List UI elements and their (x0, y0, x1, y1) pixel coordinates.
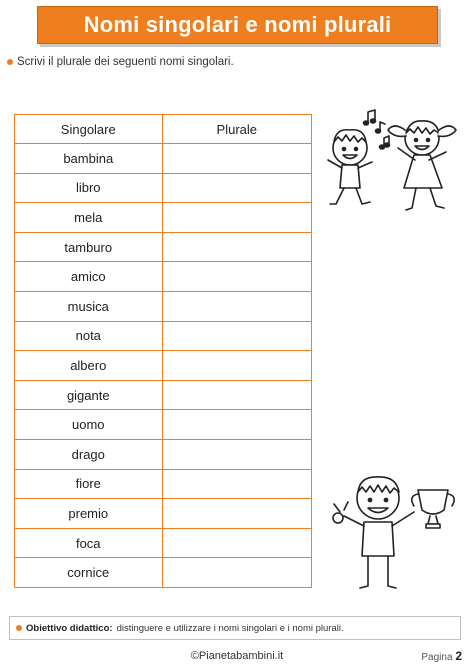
plural-answer-cell[interactable] (162, 203, 311, 233)
table-row (15, 144, 312, 174)
table-row (15, 558, 312, 588)
table-row (15, 469, 312, 499)
child-trophy-illustration (322, 468, 462, 598)
table-row (15, 262, 312, 292)
plural-answer-cell[interactable] (162, 144, 311, 174)
singular-word-cell: drago (15, 439, 163, 469)
singular-word-cell: amico (15, 262, 163, 292)
table-row (15, 321, 312, 351)
table-row (15, 439, 312, 469)
singular-word-cell: albero (15, 351, 163, 381)
plural-answer-cell[interactable] (162, 262, 311, 292)
table-row (15, 291, 312, 321)
title-banner (37, 6, 438, 44)
table-row (15, 173, 312, 203)
page-title: Nomi singolari e nomi plurali (83, 12, 392, 37)
footer-site: ©Pianetabambini.it (190, 650, 284, 662)
singular-word-cell: bambina (15, 144, 163, 174)
bullet-dot-icon (7, 59, 13, 65)
objective-label: Obiettivo didattico: (26, 622, 113, 634)
singular-word-cell: premio (15, 499, 163, 529)
table-row (15, 232, 312, 262)
singular-word-cell: libro (15, 173, 163, 203)
singular-word-cell: gigante (15, 380, 163, 410)
singular-word-cell: cornice (15, 558, 163, 588)
table-row (15, 380, 312, 410)
plural-answer-cell[interactable] (162, 321, 311, 351)
dancing-children-illustration (318, 100, 468, 220)
plural-answer-cell[interactable] (162, 439, 311, 469)
instruction-text: Scrivi il plurale dei seguenti nomi singolari. (17, 56, 234, 68)
plural-answer-cell[interactable] (162, 291, 311, 321)
header-singolare: Singolare (15, 115, 163, 144)
objective-text: distinguere e utilizzare i nomi singolari e i nomi plurali. (116, 622, 344, 634)
table-row (15, 410, 312, 440)
table-header-row (15, 115, 312, 144)
plural-answer-cell[interactable] (162, 469, 311, 499)
page-label: Pagina (421, 652, 453, 663)
page-number: 2 (455, 649, 462, 663)
plural-answer-cell[interactable] (162, 232, 311, 262)
plural-answer-cell[interactable] (162, 410, 311, 440)
plural-answer-cell[interactable] (162, 558, 311, 588)
objective-box (9, 616, 461, 640)
plural-answer-cell[interactable] (162, 528, 311, 558)
singular-word-cell: uomo (15, 410, 163, 440)
plural-answer-cell[interactable] (162, 351, 311, 381)
singular-word-cell: fiore (15, 469, 163, 499)
table-row (15, 499, 312, 529)
footer-page (421, 649, 462, 663)
singular-word-cell: tamburo (15, 232, 163, 262)
singular-word-cell: musica (15, 291, 163, 321)
table-row (15, 528, 312, 558)
plural-answer-cell[interactable] (162, 173, 311, 203)
table-row (15, 351, 312, 381)
bullet-dot-icon (16, 625, 22, 631)
words-table (14, 114, 312, 588)
singular-word-cell: mela (15, 203, 163, 233)
table-row (15, 203, 312, 233)
instruction (7, 56, 234, 68)
plural-answer-cell[interactable] (162, 499, 311, 529)
singular-word-cell: nota (15, 321, 163, 351)
plural-answer-cell[interactable] (162, 380, 311, 410)
header-plurale: Plurale (162, 115, 311, 144)
singular-word-cell: foca (15, 528, 163, 558)
